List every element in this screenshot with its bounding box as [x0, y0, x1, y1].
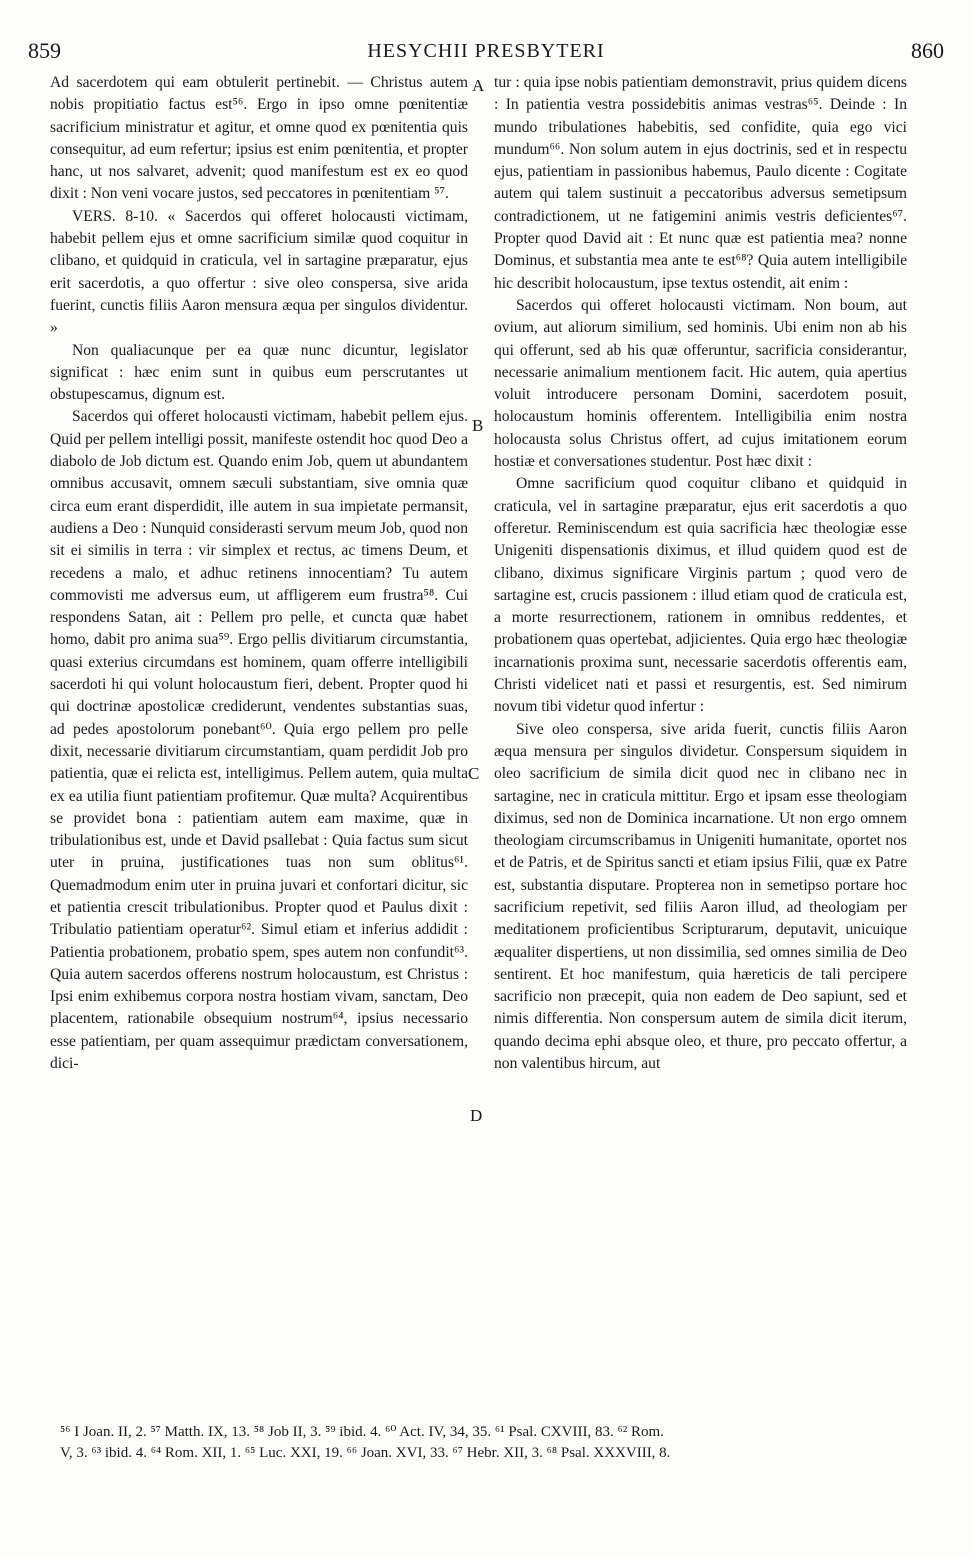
- paragraph: Sacerdos qui offeret holocausti victimam. Non boum, aut ovium, aut aliorum similium, sed hominis. Ubi enim non ab his qui offerunt, sed ab his quæ offeruntur, sacrificia considerantur, necessarie animalium mentionem facit. Hic autem, quia apertius voluit introducere personam Domini, sacerdotem posuit, holocaustum hominis offerentem. Intelligibilia enim nostra holocausta solus Christus offert, ad cujus imitationem eorum hostiæ et conversationes studentur. Post hæc dixit :: [494, 296, 907, 471]
- paragraph: Omne sacrificium quod coquitur clibano et quidquid in craticula, vel in sartagine præparatur, ejus erit sacerdotis a quo offeretur. Reminiscendum est quia sacrificia hæc theologiæ esse Unigeniti dispensationis diximus, et illud quidem quod est de clibano, diximus significare Virginis partum ; quod vero de sartagine est, crucis passionem : illud etiam quod de craticula est, a morte resurrectionem, rationem in omnibus reddentes, et probationem quas opertebat, adjicientes. Quia ergo hæc theologiæ incarnationis proxima sunt, necessarie sacerdotis offerentis eam, Christi videlicet nati et passi et resurgentis, est. Sed nimirum novum tibi videtur quod infertur :: [494, 475, 907, 716]
- margin-marker-c: C: [468, 764, 480, 783]
- paragraph: tur : quia ipse nobis patientiam demonstravit, prius quidem dicens : In patientia vestra possidebitis animas vestras⁶⁵. Deinde : In mundo tribulationes habebitis, sed confidite, quia ego vici mundum⁶⁶. Non solum autem in ejus doctrinis, sed et in respectu ejus, patientiam in passionibus habemus, Paulo dicente : Cogitate autem qui talem sustinuit a peccatoribus adversus semetipsum contradictionem, ut ne fatigemini animis vestris deficientes⁶⁷. Propter quod David ait : Et nunc quæ est patientia mea? nonne Dominus, et substantia mea ante te est⁶⁸? Quia autem intelligibile hic describit holocaustum, ipse textus ostendit, ait enim :: [494, 74, 907, 292]
- paragraph: Ad sacerdotem qui eam obtulerit pertinebit. — Christus autem nobis propitiatio factus est⁵⁶. Ergo in ipso omne pœnitentiæ sacrificium ministratur et agitur, et omne quod ex pœnitentia quis consequitur, ad eum refertur; ipsius est enim pœnitentia, et propter hanc, ut nos salvaret, advenit; quod manifestum est ex eo quod dixit : Non veni vocare justos, sed peccatores in pœnitentiam ⁵⁷.: [50, 74, 468, 203]
- footnotes: [60, 1422, 908, 1464]
- paragraph: Sive oleo conspersa, sive arida fuerit, cunctis filiis Aaron æqua mensura per singulos dividetur. Conspersum siquidem in oleo sacrificium de simila dicit quod nec in clibano nec in sartagine, nec in craticula mittitur. Ergo et ipsam esse theologiam diximus, sed non de Dominica incarnatione. Ut non ergo omnem theologiam circumscribamus in Unigeniti humanitate, oportet nos et de Patris, et de Spiritus sancti et etiam ipsius Filii, quæ ex Patre est, substantia disputare. Propterea non in semetipso portare hoc sacrificium repetivit, sed filiis Aaron illud, ad theologiam per meditationem proficientibus Scripturarum, deputavit, unicuique æqualiter dispertiens, ut non dissimilia, sed omnes similia de Deo sentirent. Et hoc manifestum, quia hæreticis de tali percipere sacrificio non præcepit, quia non eadem de Deo sapiunt, sed et nimis differentia. Non conspersum autem de simila dicit iterum, quando decima ephi absque oleo, et thure, pro peccato offertur, a non valentibus hircum, aut: [494, 720, 907, 1073]
- page-number-left: 859: [28, 38, 61, 63]
- left-column: [50, 72, 468, 1075]
- margin-marker-a: A: [472, 76, 485, 95]
- margin-marker-b: B: [472, 416, 484, 435]
- page-header: [28, 38, 944, 66]
- footnote-line: ⁵⁶ I Joan. II, 2. ⁵⁷ Matth. IX, 13. ⁵⁸ Job II, 3. ⁵⁹ ibid. 4. ⁶⁰ Act. IV, 34, 35. ⁶¹ Psal. CXVIII, 83. ⁶² Rom.: [60, 1424, 664, 1440]
- paragraph: Non qualiacunque per ea quæ nunc dicuntur, legislator significat : hæc enim sunt in quibus eum perscrutantes ut obstupescamus, dignum est.: [50, 341, 468, 404]
- page-number-right: 860: [911, 38, 944, 63]
- margin-marker-d: D: [470, 1106, 483, 1125]
- paragraph: Sacerdos qui offeret holocausti victimam, habebit pellem ejus. Quid per pellem intelligi possit, manifeste ostendit hoc quod Deo a diabolo de Job dictum est. Quando enim Job, quem ut abundantem omnibus accusavit, omnem sæculi substantiam, sive omnia quæ circa eum erant disperdidit, ille autem in sua impietate permansit, audiens a Deo : Nunquid considerasti servum meum Job, quod non sit ei similis in terra : vir simplex et rectus, ac timens Deum, et recedens a malo, et adhuc retinens innocentiam? Tu autem commovisti me adversus eum, ut affligerem eum frustra⁵⁸. Cui respondens Satan, ait : Pellem pro pelle, et cuncta quæ habet homo, dabit pro anima sua⁵⁹. Ergo pellis divitiarum circumstantia, quasi exterius circumdans est hominem, quam offerre intelligibili sacerdoti hi qui volunt holocaustum fieri, debent. Propter quod hi qui doctrinæ apostolicæ crediderunt, vendentes substantias suas, ad pedes apostolorum ponebant⁶⁰. Quia ergo pellem pro pelle dixit, necessarie divitiarum circumstantiam, quam perdidit Job pro patientia, quæ ei relicta est, intelligimus. Pellem autem, quia multa ex ea utilia fiunt patientiam profitemur. Quæ multa? Acquirentibus se providet bona : patientiam autem eam maxime, quæ in tribulationibus est, unde et David psallebat : Quia factus sum sicut uter in pruina, justificationes tuas non sum oblitus⁶¹. Quemadmodum enim uter in pruina juvari et confortari dicitur, sic et patientia crescit tribulationibus. Propter quod et Paulus dixit : Tribulatio patientiam operatur⁶². Simul etiam et inferius addidit : Patientia probationem, probatio spem, spes autem non confundit⁶³. Quia autem sacerdos offerens nostrum holocaustum, est Christus : Ipsi enim exhibemus corpora nostra hostiam vivam, sanctam, Deo placentem, rationabile obsequium nostrum⁶⁴, ipsius necessario esse patientiam, per quam assequimur prædictam conversationem, dici-: [50, 408, 468, 1073]
- footnote-line: V, 3. ⁶³ ibid. 4. ⁶⁴ Rom. XII, 1. ⁶⁵ Luc. XXI, 19. ⁶⁶ Joan. XVI, 33. ⁶⁷ Hebr. XII, 3. ⁶⁸ Psal. XXXVIII, 8.: [60, 1445, 671, 1461]
- right-column: [494, 72, 907, 1075]
- paragraph: VERS. 8-10. « Sacerdos qui offeret holocausti victimam, habebit pellem ejus et omne sacrificium similæ quod coquitur in clibano, et quidquid in craticula, vel in sartagine præparatur, ejus erit sacerdotis, a quo offertur : sive oleo conspersa, sive arida fuerint, cunctis filiis Aaron mensura æqua per singulos dividentur. »: [50, 207, 468, 337]
- running-title: HESYCHII PRESBYTERI: [367, 40, 605, 62]
